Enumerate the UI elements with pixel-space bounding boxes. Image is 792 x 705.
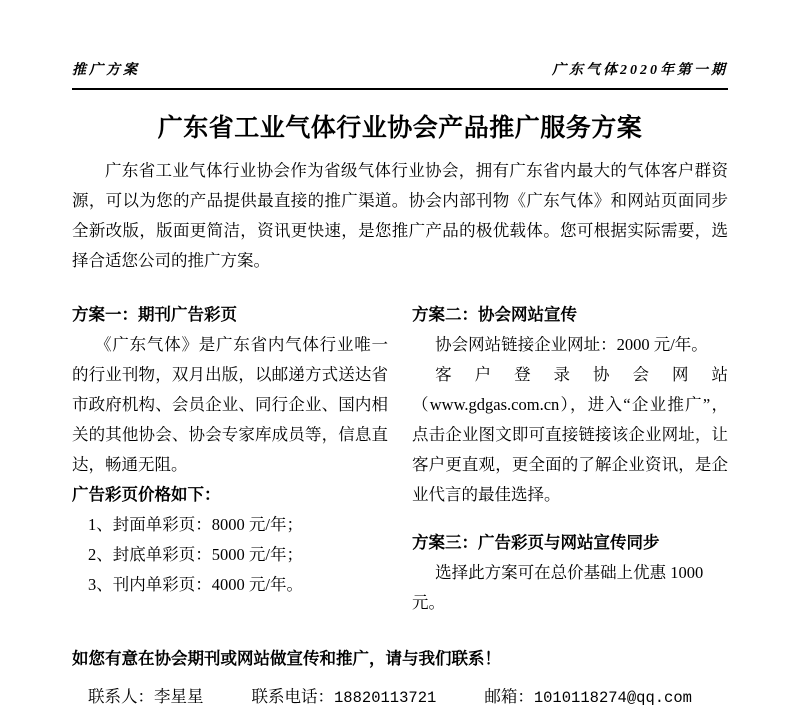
contact-person-label: 联系人： <box>88 687 154 705</box>
price-list-heading: 广告彩页价格如下： <box>72 485 221 504</box>
plan2-price-line: 协会网站链接企业网址：2000 元/年。 <box>435 335 708 354</box>
plans-columns <box>72 300 728 618</box>
plan3-heading: 方案三：广告彩页与网站宣传同步 <box>412 533 660 552</box>
plan2-plan3-column <box>412 300 728 618</box>
header-right-label: 广东气体2020年第一期 <box>552 63 728 78</box>
contact-phone-label: 联系电话： <box>251 687 334 705</box>
contact-phone-number: 18820113721 <box>334 689 437 705</box>
contact-person <box>88 682 204 705</box>
intro-paragraph: 广东省工业气体行业协会作为省级气体行业协会，拥有广东省内最大的气体客户群资源，可以为您的产品提供最直接的推广渠道。协会内部刊物《广东气体》和网站页面同步全新改版，版面更简洁，资讯更快速，是您推广产品的极优载体。您可根据实际需要，选择合适您公司的推广方案。 <box>72 161 728 270</box>
contact-email-label: 邮箱： <box>484 687 534 705</box>
contact-phone <box>252 682 437 705</box>
contact-email <box>484 682 692 705</box>
document-title: 广东省工业气体行业协会产品推广服务方案 <box>157 115 643 142</box>
contact-person-name: 李星星 <box>154 687 204 705</box>
price-item-cover: 1、封面单彩页：8000 元/年； <box>88 515 303 534</box>
contact-line <box>72 682 728 705</box>
plan2-body: 客户登录协会网站（www.gdgas.com.cn），进入“企业推广”，点击企业图文即可直接链接该企业网址，让客户更直观，更全面的了解企业资讯，是企业代言的最佳选择。 <box>412 365 728 504</box>
plan1-heading: 方案一：期刊广告彩页 <box>72 305 237 324</box>
header-left-label: 推广方案 <box>72 63 140 78</box>
contact-email-address: 1010118274@qq.com <box>533 689 692 705</box>
plan1-body: 《广东气体》是广东省内气体行业唯一的行业刊物，双月出版，以邮递方式送达省市政府机构、会员企业、同行企业、国内相关的其他协会、协会专家库成员等，信息直达，畅通无阻。 <box>72 335 388 474</box>
plan2-heading: 方案二：协会网站宣传 <box>412 305 577 324</box>
plan3-body: 选择此方案可在总价基础上优惠 1000 元。 <box>412 563 704 612</box>
page-header <box>72 62 728 90</box>
price-list <box>72 510 388 600</box>
contact-cta: 如您有意在协会期刊或网站做宣传和推广，请与我们联系！ <box>72 649 501 668</box>
price-item-back-cover: 2、封底单彩页：5000 元/年； <box>88 545 303 564</box>
contact-section <box>72 644 728 705</box>
plan1-column <box>72 300 388 618</box>
price-item-inner-page: 3、刊内单彩页：4000 元/年。 <box>88 575 303 594</box>
